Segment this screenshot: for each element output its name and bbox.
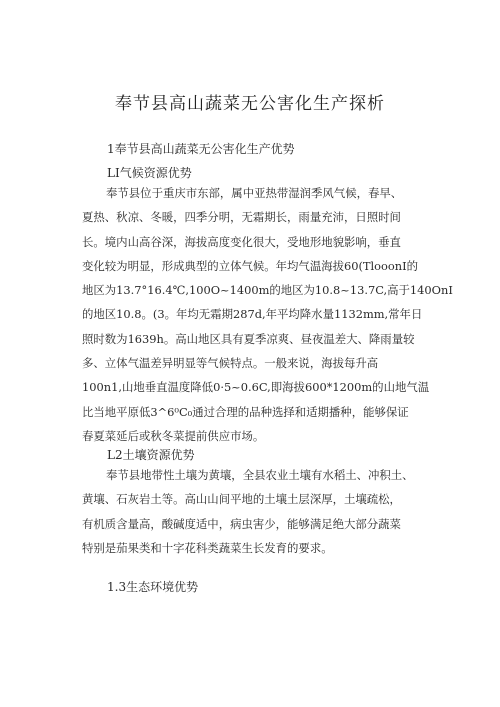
paragraph-line: 奉节县位于重庆市东部，属中亚热带湿润季风气候，春早、 [106, 186, 403, 200]
paragraph-line: 变化较为明显，形成典型的立体气候。年均气温海拔60(TlooonI的 [82, 258, 418, 273]
paragraph-line: 长。境内山高谷深，海拔高度变化很大，受地形地貌影响，垂直 [82, 234, 401, 249]
paragraph-soil [82, 463, 447, 560]
paragraph-line: 多、立体气温差异明显等气候特点。一般来说，海拔每升高 [82, 356, 379, 371]
paragraph-line: 夏热、秋凉、冬暖，四季分明，无霜期长，雨量充沛，日照时间 [82, 210, 401, 225]
subsection-heading-1-3: 1.3生态环境优势 [107, 580, 199, 594]
paragraph-line: 黄壤、石灰岩土等。高山山间平地的土壤土层深厚，土壤疏松， [82, 492, 401, 507]
paragraph-line: 的地区10.8。(3。年均无霜期287d,年平均降水量1132mm,常年日 [82, 307, 423, 322]
section-heading-1: 1奉节县高山蔬菜无公害化生产优势 [107, 142, 295, 156]
paragraph-line: 比当地平原低3^6⁰C₀通过合理的品种选择和适期播种，能够保证 [82, 404, 409, 419]
paragraph-line: 100n1,山地垂直温度降低0·5~0.6C,即海拔600*1200m的山地气温 [82, 380, 430, 395]
subsection-heading-1-1: LI气候资源优势 [107, 166, 192, 180]
paragraph-line: 奉节县地带性土壤为黄壤，全县农业土壤有水稻土、冲积土、 [106, 468, 414, 482]
paragraph-line: 照时数为1639h。高山地区具有夏季凉爽、昼夜温差大、降雨量较 [82, 331, 415, 346]
paragraph-climate [82, 181, 453, 448]
paragraph-line: 地区为13.7°16.4℃,100O~1400m的地区为10.8~13.7C,高于140OnI [82, 283, 453, 298]
document-title: 奉节县高山蔬菜无公害化生产探析 [115, 94, 385, 114]
paragraph-line: 春夏菜延后或秋冬菜提前供应市场。 [82, 428, 265, 443]
paragraph-line: 特别是茄果类和十字花科类蔬菜生长发育的要求。 [82, 540, 333, 555]
paragraph-line: 有机质含量高，酸碱度适中，病虫害少，能够满足绝大部分蔬菜 [82, 516, 401, 531]
subsection-heading-1-2: L2土壤资源优势 [107, 448, 195, 462]
